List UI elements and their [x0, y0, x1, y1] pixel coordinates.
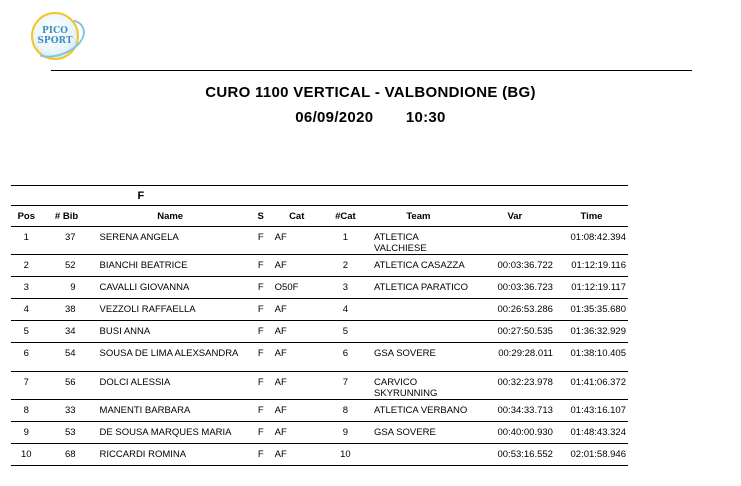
cell-bib: 34 — [42, 321, 90, 343]
cell-sex: F — [253, 343, 269, 372]
header-row — [11, 206, 628, 227]
cell-cat-rank: 8 — [327, 400, 364, 422]
cell-cat-rank: 3 — [327, 277, 364, 299]
col-header-team: Team — [364, 206, 475, 227]
cell-name: MANENTI BARBARA — [90, 400, 253, 422]
cell-team: ATLETICA CASAZZA — [364, 255, 475, 277]
logo-text-line1: PICO — [42, 26, 68, 36]
table-row — [11, 321, 628, 343]
cell-cat-rank: 5 — [327, 321, 364, 343]
cell-pos: 1 — [11, 227, 42, 255]
cell-cat: AF — [269, 343, 327, 372]
cell-bib: 68 — [42, 444, 90, 466]
cell-bib: 38 — [42, 299, 90, 321]
cell-var: 00:40:00.930 — [475, 422, 555, 444]
cell-sex: F — [253, 277, 269, 299]
cell-cat-rank: 2 — [327, 255, 364, 277]
cell-cat-rank: 6 — [327, 343, 364, 372]
cell-time: 01:41:06.372 — [555, 372, 628, 400]
cell-var: 00:53:16.552 — [475, 444, 555, 466]
cell-time: 01:12:19.116 — [555, 255, 628, 277]
logo-text-line2: SPORT — [37, 36, 73, 46]
cell-team: GSA SOVERE — [364, 422, 475, 444]
col-header-time: Time — [555, 206, 628, 227]
col-header-bib: # Bib — [42, 206, 90, 227]
cell-team: ATLETICA VERBANO — [364, 400, 475, 422]
cell-pos: 8 — [11, 400, 42, 422]
group-label: F — [90, 186, 253, 206]
cell-cat-rank: 9 — [327, 422, 364, 444]
table-row — [11, 372, 628, 400]
cell-time: 01:12:19.117 — [555, 277, 628, 299]
table-row — [11, 255, 628, 277]
cell-team — [364, 321, 475, 343]
col-header-cat: Cat — [269, 206, 327, 227]
cell-sex: F — [253, 422, 269, 444]
cell-time: 02:01:58.946 — [555, 444, 628, 466]
cell-cat: O50F — [269, 277, 327, 299]
cell-time: 01:36:32.929 — [555, 321, 628, 343]
cell-cat: AF — [269, 227, 327, 255]
event-time: 10:30 — [405, 109, 446, 126]
cell-name: CAVALLI GIOVANNA — [90, 277, 253, 299]
cell-name: DE SOUSA MARQUES MARIA — [90, 422, 253, 444]
cell-bib: 56 — [42, 372, 90, 400]
cell-pos: 5 — [11, 321, 42, 343]
cell-time: 01:08:42.394 — [555, 227, 628, 255]
cell-cat-rank: 10 — [327, 444, 364, 466]
cell-time: 01:35:35.680 — [555, 299, 628, 321]
results-table — [11, 185, 628, 466]
event-title: CURO 1100 VERTICAL - VALBONDIONE (BG) — [205, 84, 536, 101]
cell-var: 00:29:28.011 — [475, 343, 555, 372]
cell-bib: 52 — [42, 255, 90, 277]
cell-var — [475, 227, 555, 255]
cell-cat: AF — [269, 444, 327, 466]
cell-team: GSA SOVERE — [364, 343, 475, 372]
cell-cat-rank: 7 — [327, 372, 364, 400]
col-header-name: Name — [90, 206, 253, 227]
cell-var: 00:27:50.535 — [475, 321, 555, 343]
cell-pos: 9 — [11, 422, 42, 444]
cell-name: BIANCHI BEATRICE — [90, 255, 253, 277]
cell-sex: F — [253, 372, 269, 400]
cell-team: ATLETICA VALCHIESE — [364, 227, 475, 255]
cell-name: SOUSA DE LIMA ALEXSANDRA — [90, 343, 253, 372]
table-row — [11, 444, 628, 466]
cell-team: ATLETICA PARATICO — [364, 277, 475, 299]
cell-sex: F — [253, 400, 269, 422]
cell-cat: AF — [269, 400, 327, 422]
event-date: 06/09/2020 — [295, 109, 374, 126]
col-header-pos: Pos — [11, 206, 42, 227]
col-header-var: Var — [475, 206, 555, 227]
cell-team — [364, 299, 475, 321]
cell-name: RICCARDI ROMINA — [90, 444, 253, 466]
cell-cat: AF — [269, 321, 327, 343]
cell-name: BUSI ANNA — [90, 321, 253, 343]
cell-sex: F — [253, 444, 269, 466]
cell-time: 01:43:16.107 — [555, 400, 628, 422]
cell-cat-rank: 1 — [327, 227, 364, 255]
table-row — [11, 227, 628, 255]
cell-name: VEZZOLI RAFFAELLA — [90, 299, 253, 321]
cell-bib: 37 — [42, 227, 90, 255]
cell-var: 00:26:53.286 — [475, 299, 555, 321]
cell-sex: F — [253, 255, 269, 277]
cell-var: 00:34:33.713 — [475, 400, 555, 422]
cell-pos: 2 — [11, 255, 42, 277]
logo-ring — [24, 11, 91, 65]
cell-var: 00:32:23.978 — [475, 372, 555, 400]
cell-time: 01:48:43.324 — [555, 422, 628, 444]
pico-sport-logo — [31, 12, 79, 60]
cell-cat: AF — [269, 299, 327, 321]
cell-time: 01:38:10.405 — [555, 343, 628, 372]
cell-cat-rank: 4 — [327, 299, 364, 321]
cell-sex: F — [253, 321, 269, 343]
cell-pos: 6 — [11, 343, 42, 372]
cell-bib: 54 — [42, 343, 90, 372]
results-body — [11, 227, 628, 466]
cell-name: SERENA ANGELA — [90, 227, 253, 255]
cell-bib: 9 — [42, 277, 90, 299]
cell-sex: F — [253, 299, 269, 321]
group-row — [11, 186, 628, 206]
cell-sex: F — [253, 227, 269, 255]
cell-pos: 10 — [11, 444, 42, 466]
cell-bib: 33 — [42, 400, 90, 422]
cell-cat: AF — [269, 422, 327, 444]
cell-bib: 53 — [42, 422, 90, 444]
cell-team — [364, 444, 475, 466]
event-datetime — [0, 109, 741, 126]
cell-cat: AF — [269, 255, 327, 277]
cell-name: DOLCI ALESSIA — [90, 372, 253, 400]
cell-pos: 4 — [11, 299, 42, 321]
table-row — [11, 343, 628, 372]
cell-team: CARVICO SKYRUNNING — [364, 372, 475, 400]
cell-cat: AF — [269, 372, 327, 400]
table-row — [11, 422, 628, 444]
table-row — [11, 299, 628, 321]
cell-pos: 3 — [11, 277, 42, 299]
table-row — [11, 400, 628, 422]
table-row — [11, 277, 628, 299]
cell-var: 00:03:36.722 — [475, 255, 555, 277]
col-header-sex: S — [253, 206, 269, 227]
cell-pos: 7 — [11, 372, 42, 400]
header-divider — [51, 70, 692, 71]
cell-var: 00:03:36.723 — [475, 277, 555, 299]
col-header-cat-rank: #Cat — [327, 206, 364, 227]
